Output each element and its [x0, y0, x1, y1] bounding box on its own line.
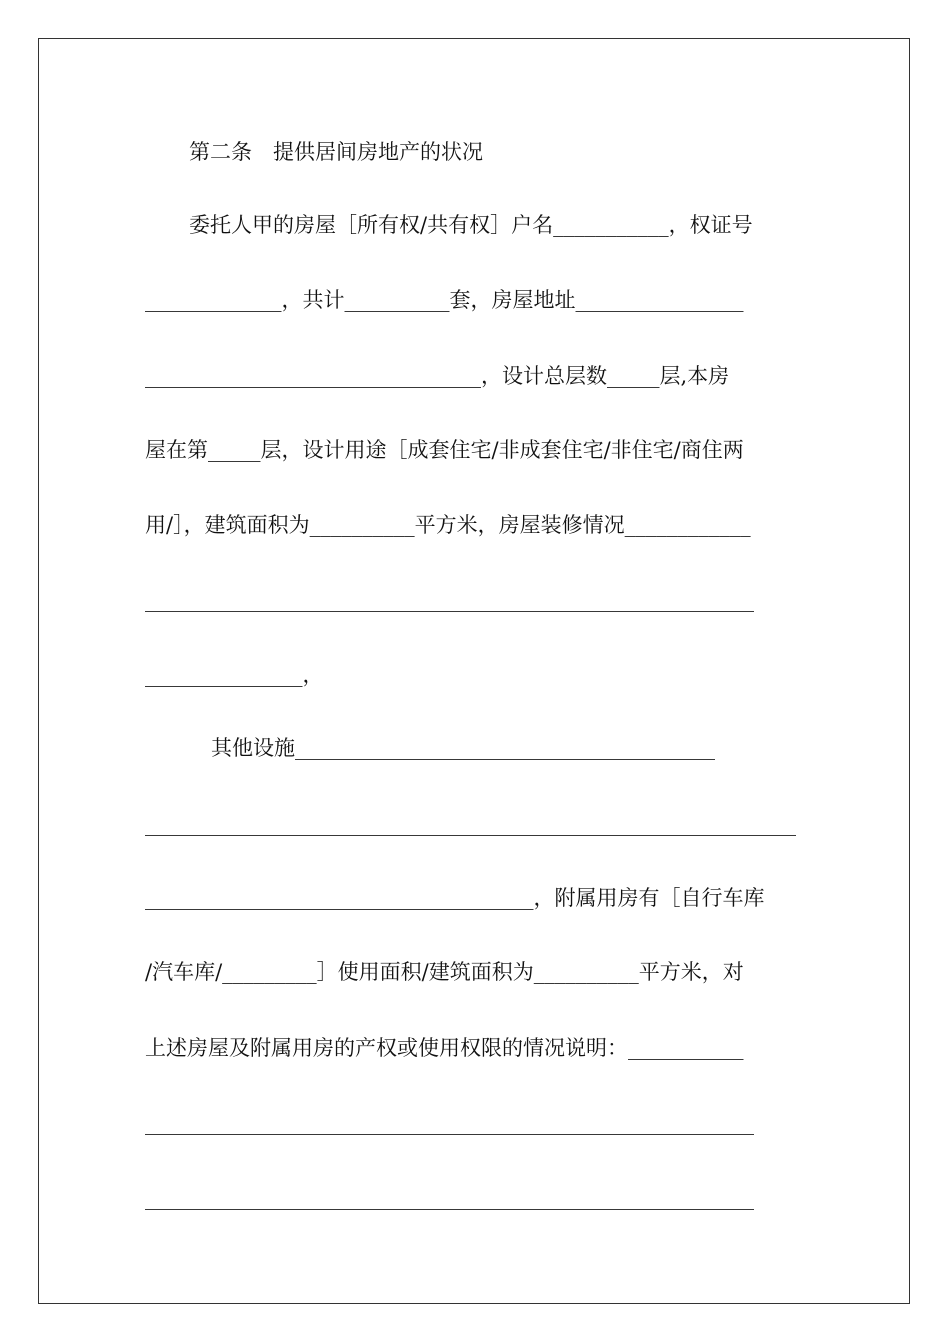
text-line-owner: 委托人甲的房屋［所有权/共有权］户名___________，权证号 — [189, 213, 753, 237]
text-line-rights: 上述房屋及附属用房的产权或使用权限的情况说明：___________ — [145, 1036, 744, 1060]
text-line-facilities: 其他设施________________________________________ — [211, 736, 715, 760]
text-line-ancillary: _____________________________________，附属用房有［自行车库 — [145, 886, 765, 910]
text-line-blank-5: __________________________________________________________ — [145, 1186, 754, 1210]
text-line-garage: /汽车库/_________］使用面积/建筑面积为__________平方米，对 — [145, 960, 744, 984]
text-line-blank-3: ______________________________________________________________ — [145, 812, 796, 836]
text-line-blank-1: __________________________________________________________ — [145, 588, 754, 612]
article-heading: 第二条 提供居间房地产的状况 — [189, 140, 483, 164]
text-line-certificate: _____________，共计__________套，房屋地址________________ — [145, 288, 744, 312]
text-line-area: 用/］，建筑面积为__________平方米，房屋装修情况____________ — [145, 513, 751, 537]
text-line-blank-2: _______________， — [145, 663, 324, 687]
text-line-usage: 屋在第_____层，设计用途［成套住宅/非成套住宅/非住宅/商住两 — [145, 438, 744, 462]
text-line-blank-4: __________________________________________________________ — [145, 1111, 754, 1135]
text-line-floors: ________________________________，设计总层数_____层,本房 — [145, 364, 730, 388]
